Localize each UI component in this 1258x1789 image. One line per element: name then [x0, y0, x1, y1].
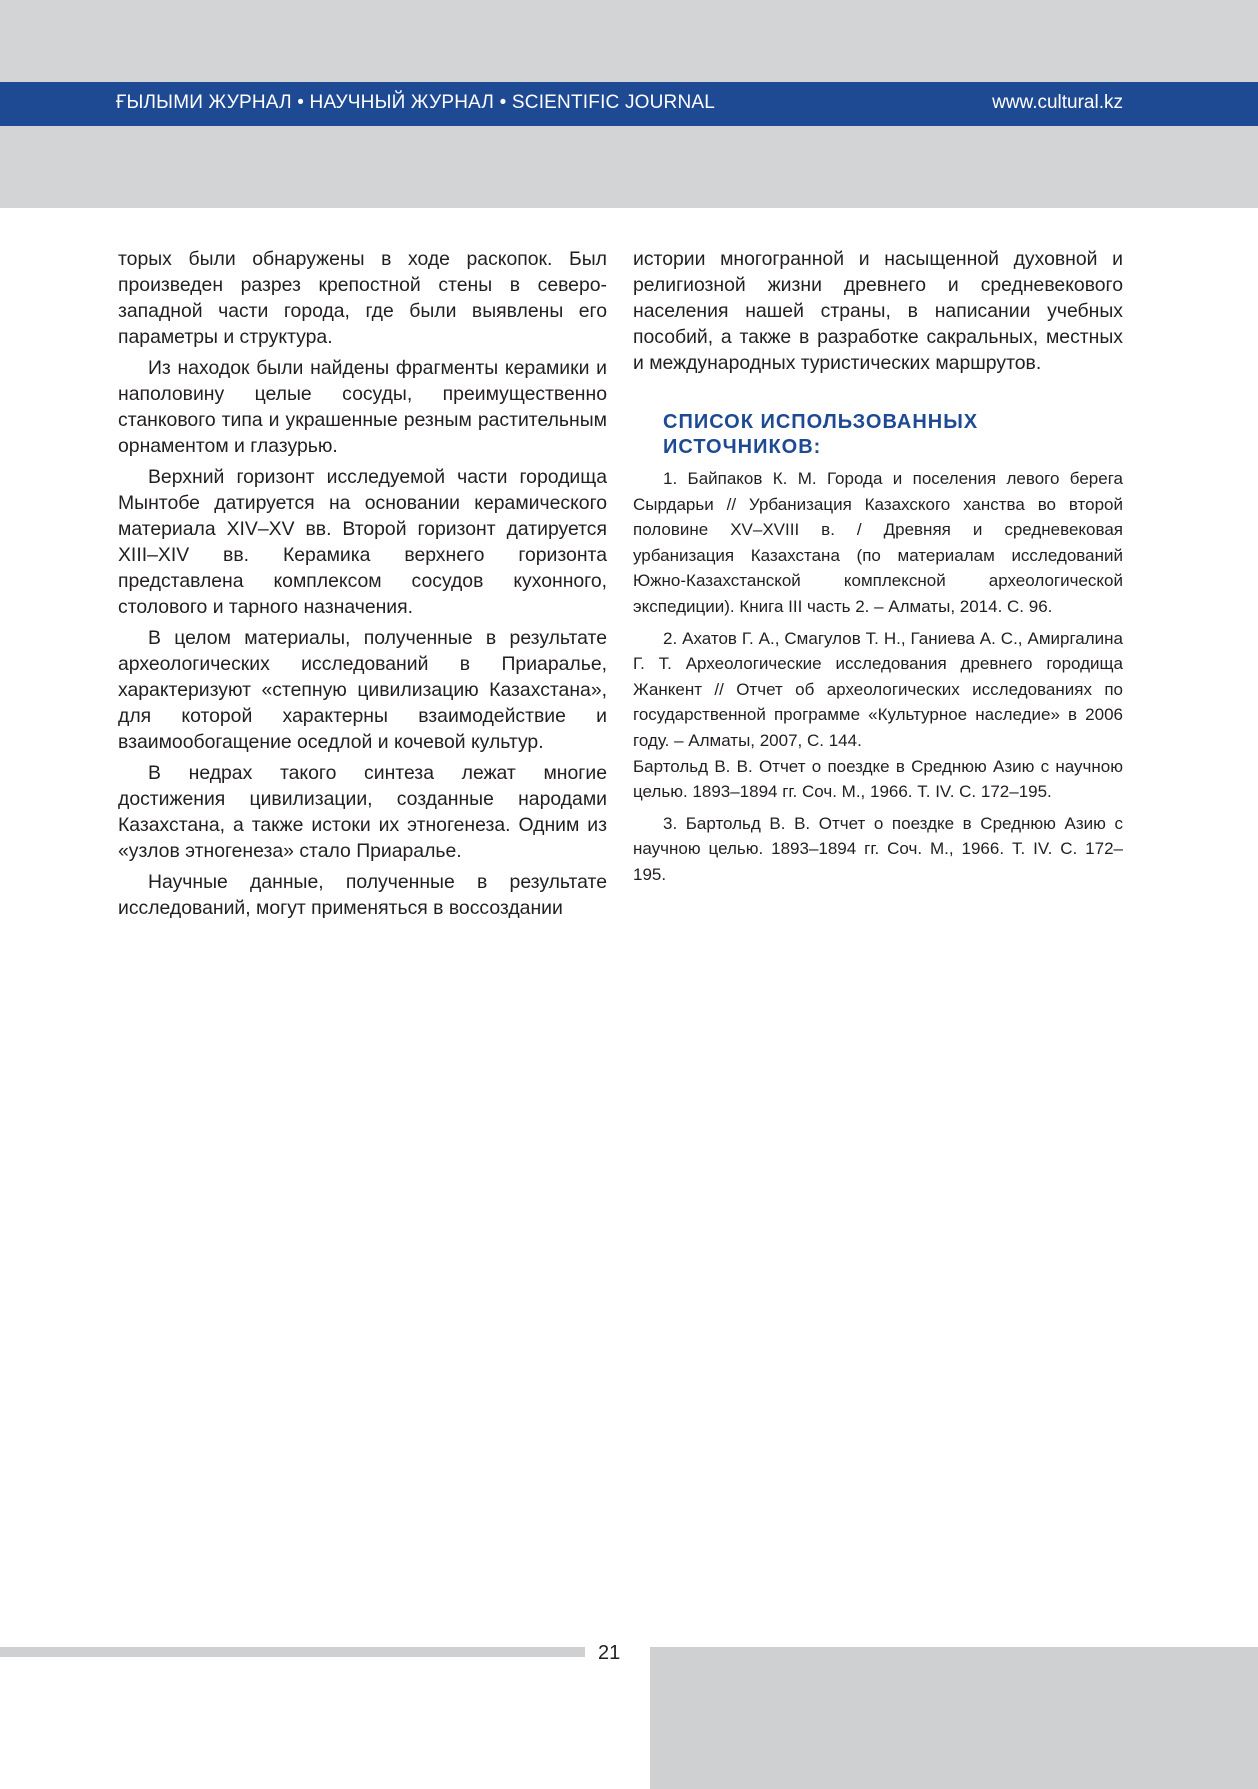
- references-title-line: СПИСОК ИСПОЛЬЗОВАННЫХ: [663, 411, 979, 433]
- right-column: [633, 246, 1123, 894]
- references-title: [663, 410, 1123, 460]
- paragraph: В недрах такого синтеза лежат многие достижения цивилизации, созданные народами Казахстана, а также истоки их этногенеза. Одним из «узлов этногенеза» стало Приаралье.: [118, 762, 607, 862]
- paragraph: Верхний горизонт исследуемой части городища Мынтобе датируется на основании керамического материала XIV–XV вв. Второй горизонт датируется XIII–XIV вв. Керамика верхнего горизонта представлена комплексом сосудов кухонного, столового и тарного назначения.: [118, 466, 607, 618]
- reference-item: 2. Ахатов Г. А., Смагулов Т. Н., Ганиева А. С., Амиргалина Г. Т. Археологические исследования древнего городища Жанкент // Отчет об археологических исследованиях по государственной программе «Культурное наследие» в 2006 году. – Алматы, 2007, С. 144.: [633, 628, 1123, 750]
- paragraph: Из находок были найдены фрагменты керамики и наполовину целые сосуды, преимущественно станкового типа и украшенные резным растительным орнаментом и глазурью.: [118, 357, 607, 457]
- references-title-line: ИСТОЧНИКОВ:: [663, 436, 822, 458]
- paragraph: торых были обнаружены в ходе раскопок. Был произведен разрез крепостной стены в северо-западной части города, где были выявлены его параметры и структура.: [118, 248, 607, 348]
- page-number: 21: [598, 1642, 621, 1664]
- paragraph: истории многогранной и насыщенной духовной и религиозной жизни древнего и средневекового населения нашей страны, в написании учебных пособий, а также в разработке сакральных, местных и международных туристических маршрутов.: [633, 248, 1123, 374]
- footer-block-right: [650, 1647, 1258, 1789]
- footer-bar-left: [0, 1647, 585, 1657]
- paragraph: В целом материалы, полученные в результате археологических исследований в Приаралье, характеризуют «степную цивилизацию Казахстана», для которой характерны взаимодействие и взаимообогащение оседлой и кочевой культур.: [118, 627, 607, 753]
- journal-website: www.cultural.kz: [992, 92, 1123, 113]
- reference-item: 3. Бартольд В. В. Отчет о поездке в Среднюю Азию с научною целью. 1893–1894 гг. Соч. М., 1966. Т. IV. С. 172–195.: [633, 813, 1123, 884]
- reference-item: Бартольд В. В. Отчет о поездке в Среднюю Азию с научною целью. 1893–1894 гг. Соч. М., 1966. Т. IV. С. 172–195.: [633, 756, 1123, 802]
- reference-item: 1. Байпаков К. М. Города и поселения левого берега Сырдарьи // Урбанизация Казахского ханства во второй половине XV–XVIII в. / Древняя и средневековая урбанизация Казахстана (по материалам исследований Южно-Казахстанской комплексной археологической экспедиции). Книга III часть 2. – Алматы, 2014. С. 96.: [633, 469, 1123, 616]
- journal-header-bar: [0, 82, 1258, 126]
- left-column: [118, 246, 607, 926]
- references-list: [633, 466, 1123, 888]
- paragraph: Научные данные, полученные в результате исследований, могут применяться в воссоздании: [118, 871, 607, 919]
- journal-title: ҒЫЛЫМИ ЖУРНАЛ • НАУЧНЫЙ ЖУРНАЛ • SCIENTIFIC JOURNAL: [116, 92, 716, 113]
